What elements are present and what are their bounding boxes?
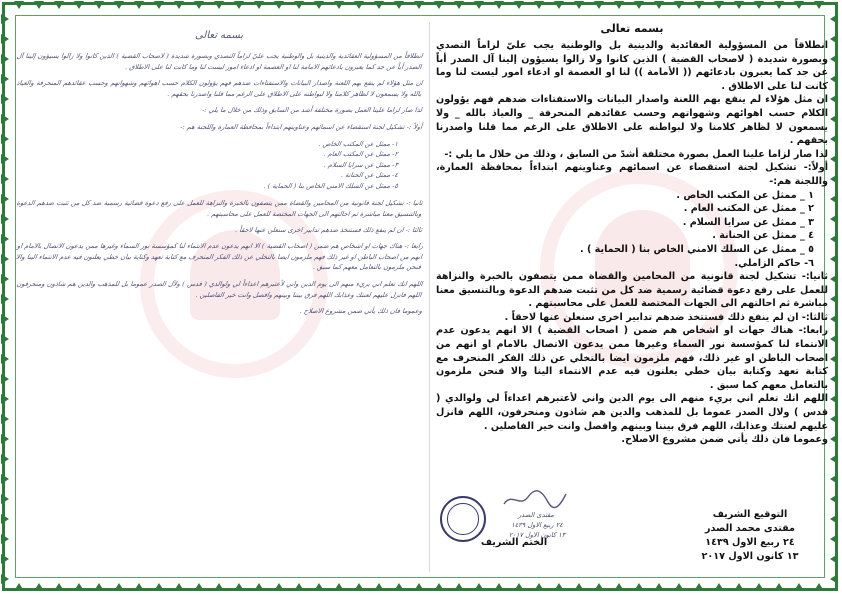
committee-item: ٤ _ ممثل عن الحنانة . [712, 230, 814, 242]
frame-ornament [1, 314, 9, 324]
frame-ornament [194, 1, 204, 9]
frame-ornament [234, 583, 244, 591]
column-divider [429, 22, 430, 572]
frame-ornament [734, 1, 744, 9]
frame-ornament [1, 374, 9, 384]
printed-paragraph: رابعا:- هناك جهات او اشخاص هم ضمن ( اصحاب القضية ) الا انهم يدعون عدم الانتماء لنا كمؤسسة نور السماء وغيرها ممن يدعون الاتصال بالامام او انهم من اصحاب الباطن او غير ذلك، فهم ملزمون ايضا بالتخلي عن ذلك الفكر المنحرف مع كتابة تعهد وكتابة بيان خطي يعلنون فيه عدم الانتماء الينا والا فنحن ملزمون بالتعامل معهم كما سبق . [436, 325, 828, 391]
frame-ornament [274, 583, 284, 591]
handwritten-paragraph: وعموما فان ذلك يأتي ضمن مشروع الاصلاح . [299, 307, 423, 316]
frame-ornament [534, 1, 544, 9]
frame-ornament [1, 14, 9, 24]
frame-ornament [114, 1, 124, 9]
seal-label: الختم الشريف [480, 537, 548, 548]
frame-ornament [794, 583, 804, 591]
frame-ornament [314, 1, 324, 9]
frame-ornament [14, 583, 24, 591]
frame-ornament [594, 583, 604, 591]
frame-ornament [34, 1, 44, 9]
frame-ornament [754, 583, 764, 591]
frame-ornament [614, 583, 624, 591]
frame-ornament [374, 1, 384, 9]
signature-scribble-icon [500, 488, 570, 510]
frame-ornament [694, 583, 704, 591]
frame-ornament [554, 583, 564, 591]
frame-ornament [830, 274, 838, 284]
frame-ornament [494, 583, 504, 591]
frame-ornament [314, 583, 324, 591]
frame-ornament [1, 334, 9, 344]
frame-ornament [774, 583, 784, 591]
frame-ornament [1, 74, 9, 84]
signature-date-gregorian: ١٣ كانون الاول ٢٠١٧ [701, 551, 799, 562]
frame-ornament [334, 583, 344, 591]
frame-ornament [374, 583, 384, 591]
frame-ornament [54, 583, 64, 591]
frame-ornament [634, 583, 644, 591]
printed-paragraph: ثانيا:- تشكيل لجنة قانونية من المحامين والقضاة ممن يتصفون بالخبرة والنزاهة للعمل على رفع دعوة قضائية رسمية ضد كل من تثبت ضدهم الدعوة وبالتنسيق معنا مباشرة ثم احالتهم الى الجهات المختصة للعمل على محاسبتهم . [436, 271, 828, 310]
handwritten-paragraph: لذا صار لزاما علينا العمل بصورة مختلفة أشد من السابق وذلك من خلال ما يلي :- [201, 106, 423, 115]
committee-item: ٣ _ ممثل عن سرايا السلام . [682, 216, 814, 228]
frame-ornament [494, 1, 504, 9]
handwritten-paragraph: ثالثا :- ان لم ينفع ذلك فستتخذ ضدهم تدابير اخرى سنعلن عنها لاحقاً . [234, 225, 423, 234]
frame-ornament [674, 583, 684, 591]
handwritten-paragraph: انطلاقاً من المسؤولية العقائدية والدينية بل والوطنية يجب عليّ لزاماً التصدي وبصورة شديدة ( لاصحاب القضية ) الذين كانوا ولا زالوا يسيؤون إلينا آل الصدر أباً عن جد كما يعبرون بادعائهم الامامة لنا او العصمة او ادعاء امور ليست لنا وما كانت لنا على الاطلاق . [16, 52, 424, 71]
frame-ornament [754, 1, 764, 9]
frame-ornament [830, 174, 838, 184]
frame-ornament [454, 583, 464, 591]
committee-item: ٥ _ ممثل عن السلك الامني الخاص بنا ( الحماية ) . [579, 243, 814, 255]
frame-ornament [434, 583, 444, 591]
frame-ornament [1, 574, 9, 584]
frame-ornament [830, 574, 838, 584]
frame-ornament [654, 1, 664, 9]
committee-item: ١ _ ممثل عن المكتب الخاص . [676, 189, 814, 201]
handwritten-paragraph: ثانيا :- تشكيل لجنة قانونية من المحامين والقضاة ممن يتصفون بالخبرة والنزاهة للعمل على رفع دعوة قضائية رسمية ضد كل من تثبت ضدهم الدعوة وبالتنسيق معنا مباشرة ثم احالتهم الى الجهات المختصة للعمل على محاسبتهم . [16, 198, 424, 218]
frame-ornament [830, 434, 838, 444]
handwritten-paragraph: ان مثل هؤلاء لم ينفع بهم اللعنة واصدار البيانات والاستفتاءات ضدهم فهم يؤولون الكلام حسب اهوائهم وشهواتهم وحسب عقائدهم المنحرفة والعياذ بالله ولا يسمعون لا لظاهر كلامنا ولا لبواطنه على الاطلاق على الرغم مما قلنا واصدرنا بحقهم . [16, 79, 424, 98]
frame-ornament [1, 414, 9, 424]
frame-ornament [1, 114, 9, 124]
frame-ornament [74, 1, 84, 9]
printed-paragraph: لذا صار لزاما علينا العمل بصورة مختلفة أشدّ من السابق ، وذلك من خلال ما يلي :- [444, 148, 828, 160]
frame-ornament [794, 1, 804, 9]
frame-ornament [1, 174, 9, 184]
handwritten-statement [16, 22, 422, 578]
frame-ornament [1, 354, 9, 364]
frame-ornament [1, 254, 9, 264]
frame-ornament [1, 134, 9, 144]
handwritten-committee-item: ١- ممثل عن المكتب الخاص . [318, 139, 399, 148]
frame-ornament [474, 1, 484, 9]
frame-ornament [74, 583, 84, 591]
frame-ornament [1, 34, 9, 44]
frame-ornament [1, 554, 9, 564]
frame-ornament [830, 314, 838, 324]
frame-ornament [830, 214, 838, 224]
frame-ornament [1, 514, 9, 524]
frame-ornament [1, 534, 9, 544]
frame-ornament [554, 1, 564, 9]
frame-ornament [94, 1, 104, 9]
frame-ornament [254, 1, 264, 9]
frame-ornament [174, 1, 184, 9]
frame-ornament [830, 74, 838, 84]
printed-statement [436, 22, 828, 578]
printed-paragraph: ان مثل هؤلاء لم ينفع بهم اللعنة واصدار البيانات والاستفتاءات ضدهم فهم يؤولون الكلام حسب اهوائهم وشهواتهم وحسب عقائدهم المنحرفة _ والعياذ بالله _ ولا يسمعون لا لظاهر كلامنا ولا لبواطنه على الاطلاق على الرغم مما قلنا واصدرنا بحقهم . [436, 94, 828, 147]
signature-label: التوقيع الشريف [712, 509, 788, 520]
printed-paragraph: وعموما فان ذلك يأتي ضمن مشروع الاصلاح. [621, 434, 828, 446]
frame-ornament [294, 583, 304, 591]
frame-ornament [814, 1, 824, 9]
frame-ornament [574, 1, 584, 9]
frame-ornament [194, 583, 204, 591]
signature-name: مقتدى محمد الصدر [704, 523, 795, 534]
signature-column [680, 508, 820, 564]
frame-ornament [830, 294, 838, 304]
frame-ornament [514, 583, 524, 591]
frame-ornament [1, 394, 9, 404]
frame-ornament [414, 583, 424, 591]
frame-ornament [214, 583, 224, 591]
frame-ornament [830, 234, 838, 244]
printed-paragraph: اللهم انك تعلم اني بريء منهم الى يوم الدين واني لأعتبرهم اعداءاً لي ولوالدي ( قدس ) ولال الصدر عموما بل للمذهب والدين هم شاذون ومنحرفون، اللهم فانزل عليهم لعنتك وعذابك، اللهم فرق بيننا وبينهم وافصل وانت خير الفاصلين . [436, 393, 828, 432]
frame-ornament [534, 583, 544, 591]
frame-ornament [394, 1, 404, 9]
frame-ornament [1, 454, 9, 464]
frame-ornament [134, 1, 144, 9]
signature-date-hijri: ٢٤ ربيع الاول ١٤٣٩ [705, 537, 795, 548]
frame-ornament [454, 1, 464, 9]
frame-ornament [830, 94, 838, 104]
frame-ornament [774, 1, 784, 9]
frame-ornament [154, 583, 164, 591]
handwritten-signature-name: مقتدى الصدر [518, 511, 554, 519]
committee-item: ٦- حاكم الزاملي. [734, 257, 814, 269]
frame-ornament [174, 583, 184, 591]
frame-ornament [34, 583, 44, 591]
frame-ornament [614, 1, 624, 9]
handwritten-committee [16, 139, 422, 192]
frame-ornament [354, 1, 364, 9]
handwritten-committee-item: ٢- ممثل عن المكتب العام . [323, 150, 399, 159]
frame-ornament [254, 583, 264, 591]
frame-ornament [214, 1, 224, 9]
frame-ornament [830, 134, 838, 144]
frame-ornament [734, 583, 744, 591]
frame-ornament [294, 1, 304, 9]
frame-ornament [830, 54, 838, 64]
frame-ornament [830, 194, 838, 204]
frame-ornament [434, 1, 444, 9]
frame-ornament [634, 1, 644, 9]
frame-ornament [714, 583, 724, 591]
frame-ornament [514, 1, 524, 9]
frame-ornament [1, 154, 9, 164]
frame-ornament [394, 583, 404, 591]
frame-ornament [1, 294, 9, 304]
frame-ornament [234, 1, 244, 9]
frame-ornament [1, 234, 9, 244]
frame-ornament [830, 254, 838, 264]
frame-ornament [830, 394, 838, 404]
frame-ornament [154, 1, 164, 9]
frame-ornament [414, 1, 424, 9]
frame-ornament [830, 374, 838, 384]
handwritten-paragraph: اللهم انك تعلم اني بريء منهم الى يوم الدين واني لأعتبرهم اعداءاً لي ولوالدي ( قدس ) ولآل الصدر عموما بل للمذهب والدين هم شاذون ومنحرفون اللهم فانزل عليهم لعنتك وعذابك اللهم فرق بيننا وبينهم وافصل وانت خير الفاصلين . [16, 280, 424, 299]
handwritten-committee-item: ٤- ممثل عن الحنانة . [340, 171, 399, 180]
handwritten-date-gregorian: ١٣ كانون الاول ٢٠١٧ [508, 531, 566, 539]
committee-item: ٢ _ ممثل عن المكتب العام . [683, 203, 814, 215]
printed-paragraph: ثالثا:- ان لم ينفع ذلك فستتخذ ضدهم تدابير اخرى سنعلن عنها لاحقاً . [504, 311, 828, 323]
frame-ornament [14, 1, 24, 9]
handwritten-paragraph: رابعا :- هناك جهات او اشخاص هم ضمن ( اصحاب القضية ) الا انهم يدعون عدم الانتماء لنا كمؤسسة نور السماء وغيرها ممن يدعون الاتصال بالامام او انهم من اصحاب الباطن او غير ذلك فهم ملزمون ايضا بالتخلي عن ذلك الفكر المنحرف مع كتابة تعهد وكتابة بيان خطي يعلنون فيه عدم الانتماء الينا والا فنحن ملزمون بالتعامل معهم كما سبق . [15, 242, 424, 272]
frame-ornament [830, 494, 838, 504]
frame-ornament [814, 583, 824, 591]
handwritten-date-hijri: ٢٤ ربيع الاول ١٤٣٩ [511, 521, 563, 529]
handwritten-paragraph: أولاً :- تشكيل لجنة استقصاء عن اسمائهم وعناوينهم ابتداءاً بمحافظة العمارة واللجنة هم :- [179, 122, 423, 131]
frame-ornament [830, 334, 838, 344]
frame-ornament [474, 583, 484, 591]
frame-ornament [274, 1, 284, 9]
frame-ornament [594, 1, 604, 9]
frame-ornament [1, 274, 9, 284]
frame-ornament [654, 583, 664, 591]
frame-ornament [830, 354, 838, 364]
frame-ornament [1, 214, 9, 224]
printed-title: بسمه تعالى [600, 22, 664, 35]
frame-ornament [714, 1, 724, 9]
frame-ornament [830, 414, 838, 424]
frame-ornament [830, 34, 838, 44]
frame-ornament [354, 583, 364, 591]
frame-ornament [830, 554, 838, 564]
frame-ornament [830, 454, 838, 464]
frame-ornament [830, 154, 838, 164]
handwritten-signature-dates [492, 520, 582, 540]
printed-paragraph: انطلاقاً من المسؤولية العقائدية والدينية بل والوطنية يجب عليّ لزاماً التصدي وبصورة شديدة ( لاصحاب القضية ) الذين كانوا ولا زالوا يسيؤون إلينا آل الصدر أباً عن جد كما يعبرون بادعائهم (( الأمامة )) لنا او العصمة او ادعاء امور ليست لنا وما كانت لنا على الاطلاق . [436, 40, 828, 92]
frame-ornament [114, 583, 124, 591]
handwritten-committee-item: ٣- ممثل عن سرايا السلام . [323, 160, 399, 169]
frame-ornament [1, 494, 9, 504]
frame-ornament [694, 1, 704, 9]
frame-ornament [1, 54, 9, 64]
official-seal-icon [440, 496, 486, 542]
frame-ornament [574, 583, 584, 591]
frame-ornament [54, 1, 64, 9]
frame-ornament [830, 114, 838, 124]
handwritten-committee-item: ٥- ممثل عن السلك الامني الخاص بنا ( الحماية ) . [263, 181, 399, 190]
printed-paragraph: أولاً:- تشكيل لجنة استقصاء عن اسمائهم وعناوينهم ابتداءاً بمحافظة العمارة، واللجنة هم:- [436, 162, 828, 187]
frame-ornament [830, 14, 838, 24]
frame-ornament [1, 194, 9, 204]
frame-ornament [830, 514, 838, 524]
frame-ornament [1, 434, 9, 444]
frame-ornament [674, 1, 684, 9]
frame-ornament [134, 583, 144, 591]
handwritten-title: بسمه تعالى [194, 30, 244, 41]
frame-ornament [94, 583, 104, 591]
frame-ornament [1, 94, 9, 104]
frame-ornament [830, 474, 838, 484]
frame-ornament [1, 474, 9, 484]
frame-ornament [830, 534, 838, 544]
frame-ornament [334, 1, 344, 9]
